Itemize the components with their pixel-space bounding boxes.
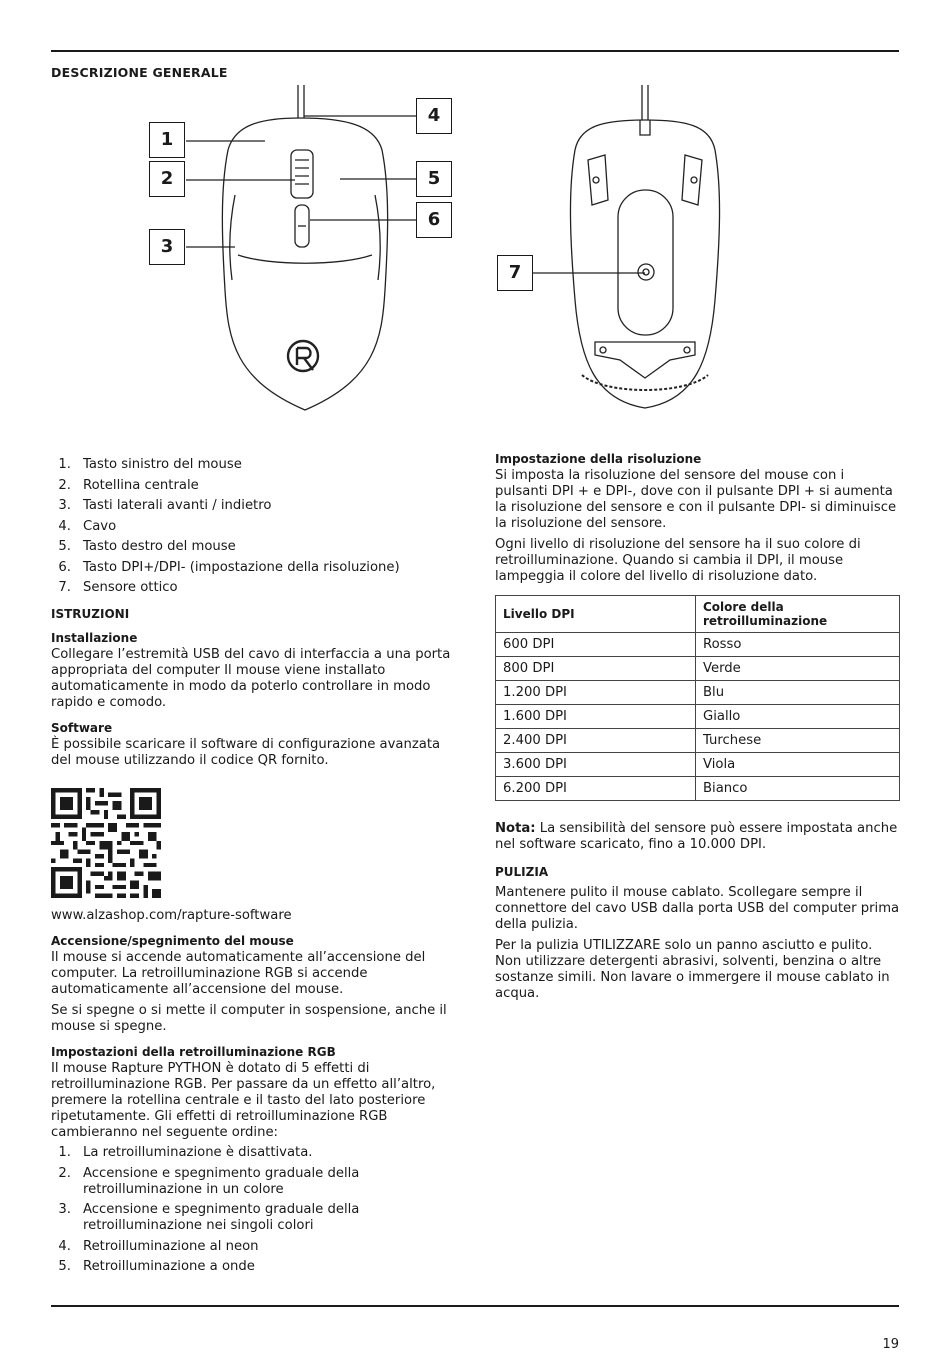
legend-item: 5. Tasto destro del mouse (58, 539, 236, 554)
legend-item: 4. Cavo (58, 518, 117, 534)
dpi-table (495, 595, 900, 801)
pulizia-title: PULIZIA (495, 865, 549, 879)
page-number: 19 (882, 1337, 899, 1352)
istruzioni-title: ISTRUZIONI (51, 607, 130, 621)
rgb-effect-item: 2. Accensione e spegnimento graduale della retroilluminazione in un colore (58, 1165, 360, 1197)
top-rule (51, 50, 899, 52)
pulizia-text-1: Mantenere pulito il mouse cablato. Scollegare sempre il connettore del cavo USB dalla porta USB del computer prima della pulizia. (495, 885, 900, 932)
rgb-effects-list (51, 1145, 456, 1275)
table-row: 1.200 DPI Blu (496, 681, 900, 705)
callout-4: 4 (416, 98, 452, 134)
callout-2: 2 (149, 161, 185, 197)
callout-7: 7 (497, 255, 533, 291)
left-column (51, 457, 456, 769)
right-column (495, 452, 900, 1002)
legend-item: 7. Sensore ottico (58, 580, 178, 595)
rgb-effect-item: 5. Retroilluminazione a onde (58, 1259, 255, 1274)
risoluzione-text-2: Ogni livello di risoluzione del sensore ha il suo colore di retroilluminazione. Quando si cambia il DPI, il mouse lampeggia il colore del livello di risoluzione dato. (495, 537, 861, 584)
table-row: 600 DPI Rosso (496, 633, 900, 657)
table-row: 800 DPI Verde (496, 657, 900, 681)
rgb-effect-item: 1. La retroilluminazione è disattivata. (58, 1145, 313, 1160)
risoluzione-text-1: Si imposta la risoluzione del sensore del mouse con i pulsanti DPI + e DPI-, dove con il pulsante DPI + si aumenta la risoluzione del sensore e con il pulsante DPI- si diminuisce la risoluzione del sensore. (495, 468, 897, 531)
risoluzione-title: Impostazione della risoluzione (495, 452, 702, 466)
col-header: Colore della retroilluminazione (696, 596, 900, 633)
table-row: 3.600 DPI Viola (496, 753, 900, 777)
legend-item: 2. Rotellina centrale (58, 477, 199, 493)
software-url[interactable]: www.alzashop.com/rapture-software (51, 908, 292, 923)
callout-7-leader (530, 270, 650, 280)
callout-3: 3 (149, 229, 185, 265)
section-title-descrizione: DESCRIZIONE GENERALE (51, 65, 228, 80)
bottom-rule (51, 1305, 899, 1307)
nota (495, 821, 900, 853)
callout-1: 1 (149, 122, 185, 158)
rgb-text: Il mouse Rapture PYTHON è dotato di 5 effetti di retroilluminazione RGB. Per passare da un effetto all’altro, premere la rotellina centrale e il tasto del lato posteriore ripetutamente. Gli effetti di retroilluminazione RGB cambieranno nel seguente ordine: (51, 1061, 436, 1140)
accensione-title: Accensione/spegnimento del mouse (51, 934, 294, 948)
legend-item: 3. Tasti laterali avanti / indietro (58, 498, 272, 513)
nota-label: Nota: (495, 821, 536, 836)
table-row: 1.600 DPI Giallo (496, 705, 900, 729)
accensione-text-1: Il mouse si accende automaticamente all’accensione del computer. La retroilluminazione RGB si accende automaticamente all’accensione del mouse. (51, 950, 426, 997)
accensione-text-2: Se si spegne o si mette il computer in sospensione, anche il mouse si spegne. (51, 1003, 447, 1034)
col-header: Livello DPI (496, 596, 696, 633)
callout-6: 6 (416, 202, 452, 238)
mouse-bottom-illustration (530, 80, 760, 420)
rgb-effect-item: 4. Retroilluminazione al neon (58, 1238, 259, 1254)
legend-item: 6. Tasto DPI+/DPI- (impostazione della risoluzione) (58, 559, 400, 575)
installazione-title: Installazione (51, 631, 138, 645)
software-text: È possibile scaricare il software di configurazione avanzata del mouse utilizzando il codice QR fornito. (51, 737, 441, 768)
callout-5: 5 (416, 161, 452, 197)
installazione-text: Collegare l’estremità USB del cavo di interfaccia a una porta appropriata del computer Il mouse viene installato automaticamente in modo da poterlo controllare in modo rapido e comodo. (51, 647, 451, 710)
legend-item: 1. Tasto sinistro del mouse (58, 457, 242, 472)
software-title: Software (51, 721, 113, 735)
feature-legend (51, 457, 456, 596)
table-row: 2.400 DPI Turchese (496, 729, 900, 753)
table-row: 6.200 DPI Bianco (496, 777, 900, 801)
dpi-table-header (496, 596, 900, 633)
nota-text: La sensibilità del sensore può essere impostata anche nel software scaricato, fino a 10.000 DPI. (495, 821, 898, 852)
rgb-title: Impostazioni della retroilluminazione RGB (51, 1045, 336, 1059)
left-column-lower (51, 908, 456, 1275)
pulizia-text-2: Per la pulizia UTILIZZARE solo un panno asciutto e pulito. Non utilizzare detergenti abrasivi, solventi, benzina o altre sostanze simili. Non lavare o immergere il mouse cablato in acqua. (495, 938, 890, 1001)
rgb-effect-item: 3. Accensione e spegnimento graduale della retroilluminazione nei singoli colori (58, 1202, 360, 1233)
qr-code[interactable] (51, 788, 161, 898)
